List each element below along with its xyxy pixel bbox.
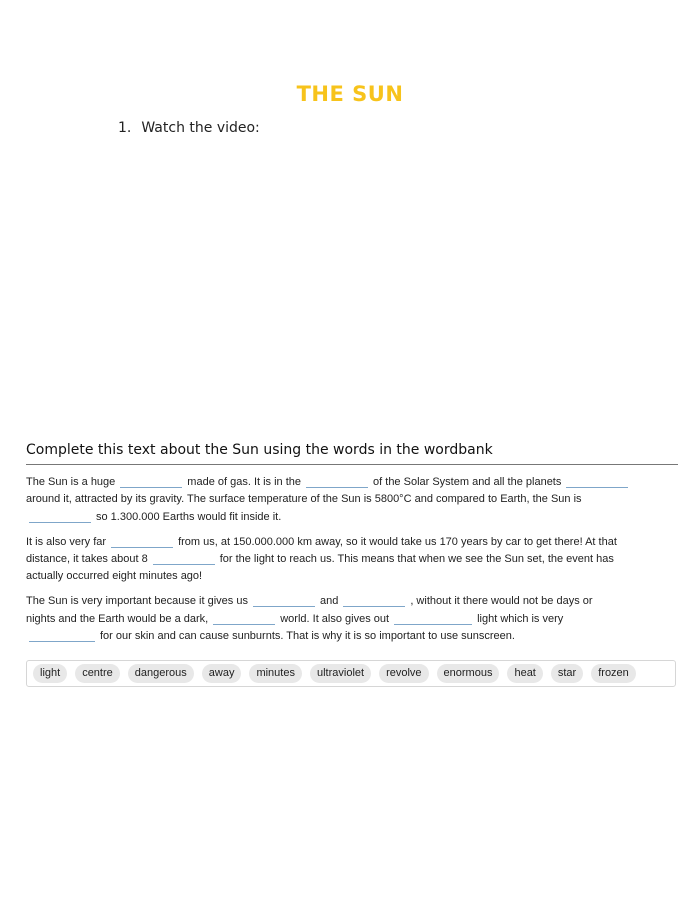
text-segment: The Sun is a huge [26, 476, 116, 488]
page-title: THE SUN [296, 82, 404, 106]
text-segment: actually occurred eight minutes ago! [26, 569, 203, 582]
blank-input-8[interactable] [343, 592, 405, 607]
section-heading: Complete this text about the Sun using the words in the wordbank [26, 442, 678, 465]
blank-input-9[interactable] [213, 610, 275, 625]
text-segment: nights and the Earth would be a dark, [26, 612, 209, 625]
word-chip-frozen[interactable]: frozen [591, 664, 636, 683]
text-segment: around it, attracted by its gravity. The surface temperature of the Sun is 5800°C and compared to Earth, the Sun is [26, 492, 582, 505]
instruction-number: 1. [118, 120, 132, 136]
word-chip-centre[interactable]: centre [75, 664, 120, 683]
text-segment: for our skin and can cause sunburnts. That is why it is so important to use sunscreen. [100, 630, 515, 642]
blank-input-1[interactable] [120, 473, 182, 488]
word-chip-light[interactable]: light [33, 664, 67, 683]
text-segment: made of gas. It is in the [187, 476, 302, 488]
text-segment: The Sun is very important because it gives us [26, 595, 248, 607]
text-segment: light which is very [477, 612, 564, 625]
text-segment: for the light to reach us. This means that when we see the Sun set, the event has [219, 553, 614, 565]
blank-input-3[interactable] [566, 473, 628, 488]
blank-input-11[interactable] [29, 627, 95, 642]
blank-input-4[interactable] [29, 508, 91, 523]
instruction [118, 120, 260, 136]
paragraph-1 [26, 473, 676, 526]
fill-in-text [26, 473, 676, 652]
blank-input-2[interactable] [306, 473, 368, 488]
blank-input-10[interactable] [394, 610, 472, 625]
word-chip-dangerous[interactable]: dangerous [128, 664, 194, 683]
paragraph-2 [26, 533, 676, 586]
word-chip-enormous[interactable]: enormous [437, 664, 500, 683]
blank-input-7[interactable] [253, 592, 315, 607]
text-segment: from us, at 150.000.000 km away, so it would take us 170 years by car to get there! At that [178, 535, 617, 548]
text-segment: distance, it takes about 8 [26, 553, 148, 565]
word-chip-away[interactable]: away [202, 664, 242, 683]
word-chip-star[interactable]: star [551, 664, 583, 683]
word-chip-heat[interactable]: heat [507, 664, 542, 683]
text-segment: so 1.300.000 Earths would fit inside it. [96, 511, 282, 523]
wordbank [26, 660, 676, 687]
instruction-text: Watch the video: [141, 120, 260, 136]
word-chip-ultraviolet[interactable]: ultraviolet [310, 664, 371, 683]
word-chip-minutes[interactable]: minutes [249, 664, 302, 683]
text-segment: of the Solar System and all the planets [373, 476, 562, 488]
text-segment: , without it there would not be days or [410, 595, 593, 607]
text-segment: It is also very far [26, 535, 107, 548]
text-segment: and [319, 595, 339, 607]
text-segment: world. It also gives out [280, 612, 390, 625]
blank-input-5[interactable] [111, 533, 173, 548]
word-chip-revolve[interactable]: revolve [379, 664, 428, 683]
paragraph-3 [26, 592, 676, 645]
blank-input-6[interactable] [153, 550, 215, 565]
video-embed-area[interactable] [118, 148, 582, 418]
